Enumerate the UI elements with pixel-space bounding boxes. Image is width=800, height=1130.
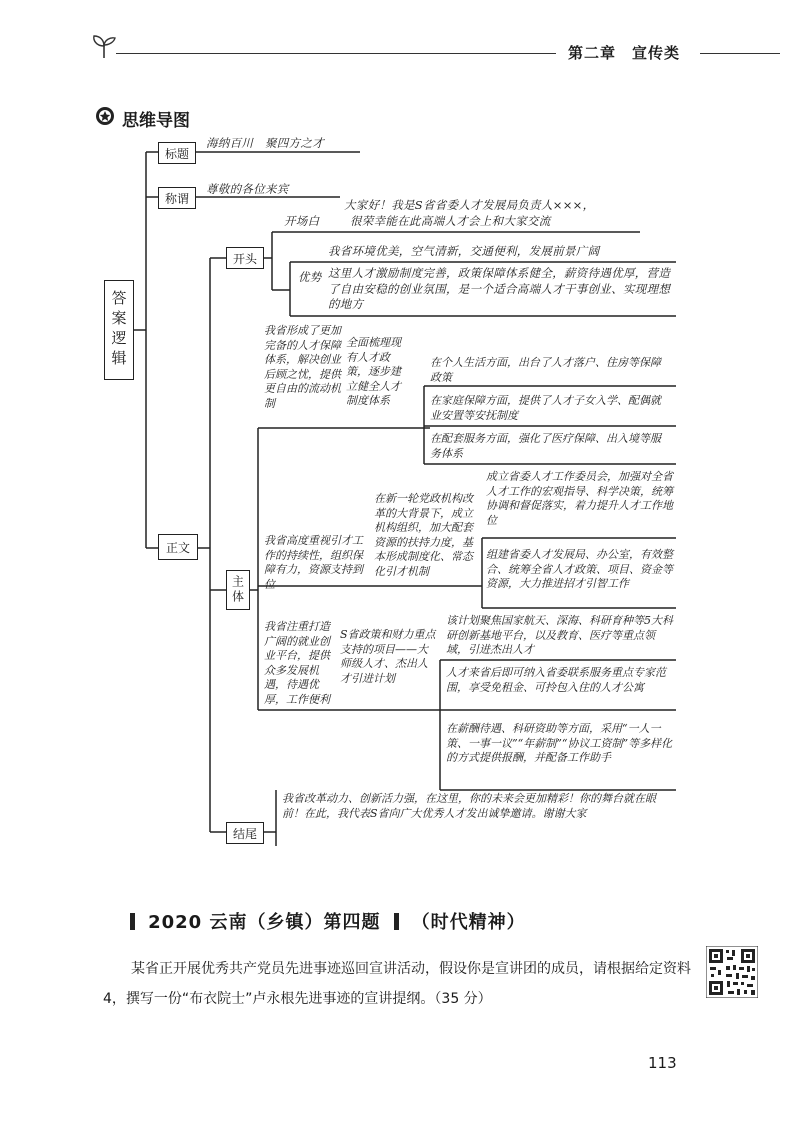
advantage-text-1: 我省环境优美，空气清新，交通便利，发展前景广阔 — [328, 244, 600, 258]
group3-item-3: 在薪酬待遇、科研资助等方面，采用“一人一策、一事一议”“年薪制”“协议工资制”等多样化的方式提供报酬，并配备工作助手 — [446, 722, 673, 764]
intro-text-1: 大家好！我是S省省委人才发展局负责人×××， — [344, 198, 595, 212]
advantage-text-2: 这里人才激励制度完善，政策保障体系健全，薪资待遇优厚，营造了自由安稳的创业氛围，是一个适合高端人才干事创业、实现理想的地方 — [328, 266, 671, 311]
advantage-label: 优势 — [298, 270, 322, 284]
exercise-heading-row — [130, 908, 526, 934]
group3-item-2: 人才来省后即可纳入省委联系服务重点专家范围，享受免租金、可拎包入住的人才公寓 — [446, 666, 666, 694]
group2-item-2: 组建省委人才发展局、办公室，有效整合、统筹全省人才政策、项目、资金等资源，大力推进招才引智工作 — [486, 548, 673, 590]
group3-item-1: 该计划聚焦国家航天、深海、科研育种等5大科研创新基地平台，以及教育、医疗等重点领域，引进杰出人才 — [446, 614, 673, 656]
main-body-node: 主体 — [226, 570, 250, 610]
intro-text-2: 很荣幸能在此高端人才会上和大家交流 — [350, 214, 551, 228]
section-title: 思维导图 — [122, 111, 190, 131]
ending-text: 我省改革动力、创新活力强，在这里，你的未来会更加精彩！你的舞台就在眼前！在此，我代表S省向广大优秀人才发出诚挚邀请。谢谢大家 — [282, 792, 656, 820]
qr-code-icon[interactable] — [706, 946, 758, 998]
group2-item-1: 成立省委人才工作委员会，加强对全省人才工作的宏观指导、科学决策，统筹协调和督促落实，着力提升人才工作地位 — [486, 470, 673, 527]
exercise-heading: 2020 云南（乡镇）第四题 — [148, 912, 381, 933]
heading-bar-left — [130, 913, 135, 930]
heading-bar-right — [394, 913, 399, 930]
group2-measure: 在新一轮党政机构改革的大背景下，成立机构组织，加大配套资源的扶持力度，基本形成制度化、常态化引才机制 — [374, 492, 473, 578]
exercise-tag: （时代精神） — [411, 912, 526, 933]
ending-node: 结尾 — [226, 822, 264, 844]
exercise-prompt: 某省正开展优秀共产党员先进事迹巡回宣讲活动，假设你是宣讲团的成员，请根据给定资料 4，撰写一份“布衣院士”卢永根先进事迹的宣讲提纲。（35 分） — [103, 961, 691, 1007]
address-text: 尊敬的各位来宾 — [206, 182, 289, 196]
group1-measure: 全面梳理现有人才政策，逐步建立健全人才制度体系 — [346, 336, 401, 407]
intro-label: 开场白 — [284, 214, 320, 228]
group3-claim: 我省注重打造广阔的就业创业平台，提供众多发展机遇，待遇优厚，工作便利 — [264, 620, 330, 706]
page-number: 113 — [648, 1054, 677, 1072]
root-node: 答案逻辑 — [104, 280, 134, 380]
group3-measure: S省政策和财力重点支持的项目——大师级人才、杰出人才引进计划 — [340, 628, 436, 685]
title-node: 标题 — [158, 142, 196, 164]
group1-claim: 我省形成了更加完备的人才保障体系，解决创业后顾之忧，提供更自由的流动机制 — [264, 324, 341, 410]
group1-item-3: 在配套服务方面，强化了医疗保障、出入境等服务体系 — [430, 432, 661, 460]
opening-node: 开头 — [226, 247, 264, 269]
title-text: 海纳百川 聚四方之才 — [206, 136, 324, 150]
body-node: 正文 — [158, 534, 198, 560]
group1-item-1: 在个人生活方面，出台了人才落户、住房等保障政策 — [430, 356, 661, 384]
group2-claim: 我省高度重视引才工作的持续性，组织保障有力，资源支持到位 — [264, 534, 363, 591]
chapter-title: 第二章 宣传类 — [568, 44, 681, 62]
address-node: 称谓 — [158, 187, 196, 209]
group1-item-2: 在家庭保障方面，提供了人才子女入学、配偶就业安置等安抚制度 — [430, 394, 661, 422]
